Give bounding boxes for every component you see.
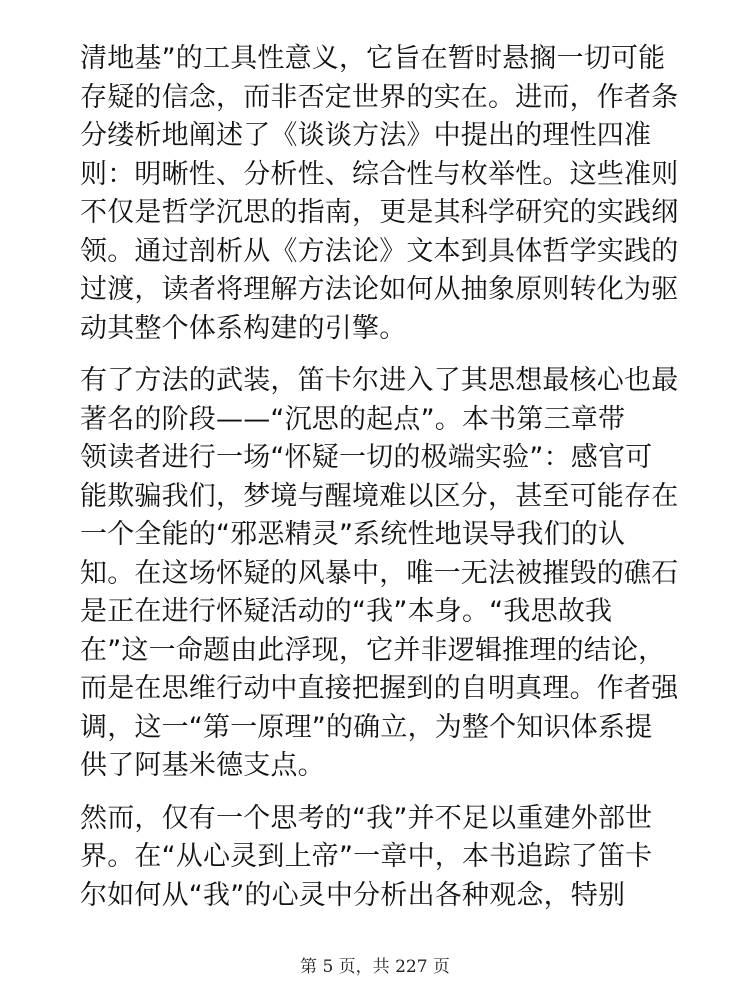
text-line: 尔如何从“我”的心灵中分析出各种观念，特别 (80, 879, 626, 911)
text-line: 在”这一命题由此浮现，它并非逻辑推理的结论， (80, 634, 666, 666)
text-line: 存疑的信念，而非否定世界的实在。进而，作者条 (80, 81, 679, 113)
text-line: 不仅是哲学沉思的指南，更是其科学研究的实践纲 (80, 197, 679, 228)
text-line: 然而，仅有一个思考的“我”并不足以重建外部世 (80, 802, 653, 834)
text-line: 供了阿基米德支点。 (80, 750, 325, 781)
body-text (80, 40, 679, 929)
text-line: 过渡，读者将理解方法论如何从抽象原则转化为驱 (80, 274, 679, 305)
page-number-footer: 第 5 页，共 227 页 (300, 957, 450, 977)
text-line: 调，这一“第一原理”的确立，为整个知识体系提 (80, 711, 653, 743)
text-line: 有了方法的武装，笛卡尔进入了其思想最核心也最 (80, 365, 679, 396)
text-line: 分缕析地阐述了《谈谈方法》中提出的理性四准 (80, 120, 652, 151)
text-line: 而是在思维行动中直接把握到的自明真理。作者强 (80, 673, 679, 704)
text-line: 一个全能的“邪恶精灵”系统性地误导我们的认 (80, 519, 626, 550)
paragraph-1 (80, 40, 679, 348)
text-line: 领读者进行一场“怀疑一切的极端实验”：感官可 (80, 442, 653, 473)
text-line: 是正在进行怀疑活动的“我”本身。“我思故我 (80, 596, 613, 627)
paragraph-3 (80, 800, 672, 916)
text-line: 能欺骗我们，梦境与醒境难以区分，甚至可能存在 (80, 480, 679, 512)
text-line: 动其整个体系构建的引擎。 (80, 312, 407, 344)
text-line: 领。通过剖析从《方法论》文本到具体哲学实践的 (80, 235, 679, 267)
text-line: 著名的阶段——“沉思的起点”。本书第三章带 (80, 403, 626, 435)
text-line: 则：明晰性、分析性、综合性与枚举性。这些准则 (80, 158, 679, 190)
text-line: 清地基”的工具性意义，它旨在暂时悬搁一切可能 (80, 43, 666, 74)
paragraph-2 (80, 362, 679, 786)
text-line: 知。在这场怀疑的风暴中，唯一无法被摧毁的礁石 (80, 557, 679, 589)
text-line: 界。在“从心灵到上帝”一章中，本书追踪了笛卡 (80, 841, 653, 872)
